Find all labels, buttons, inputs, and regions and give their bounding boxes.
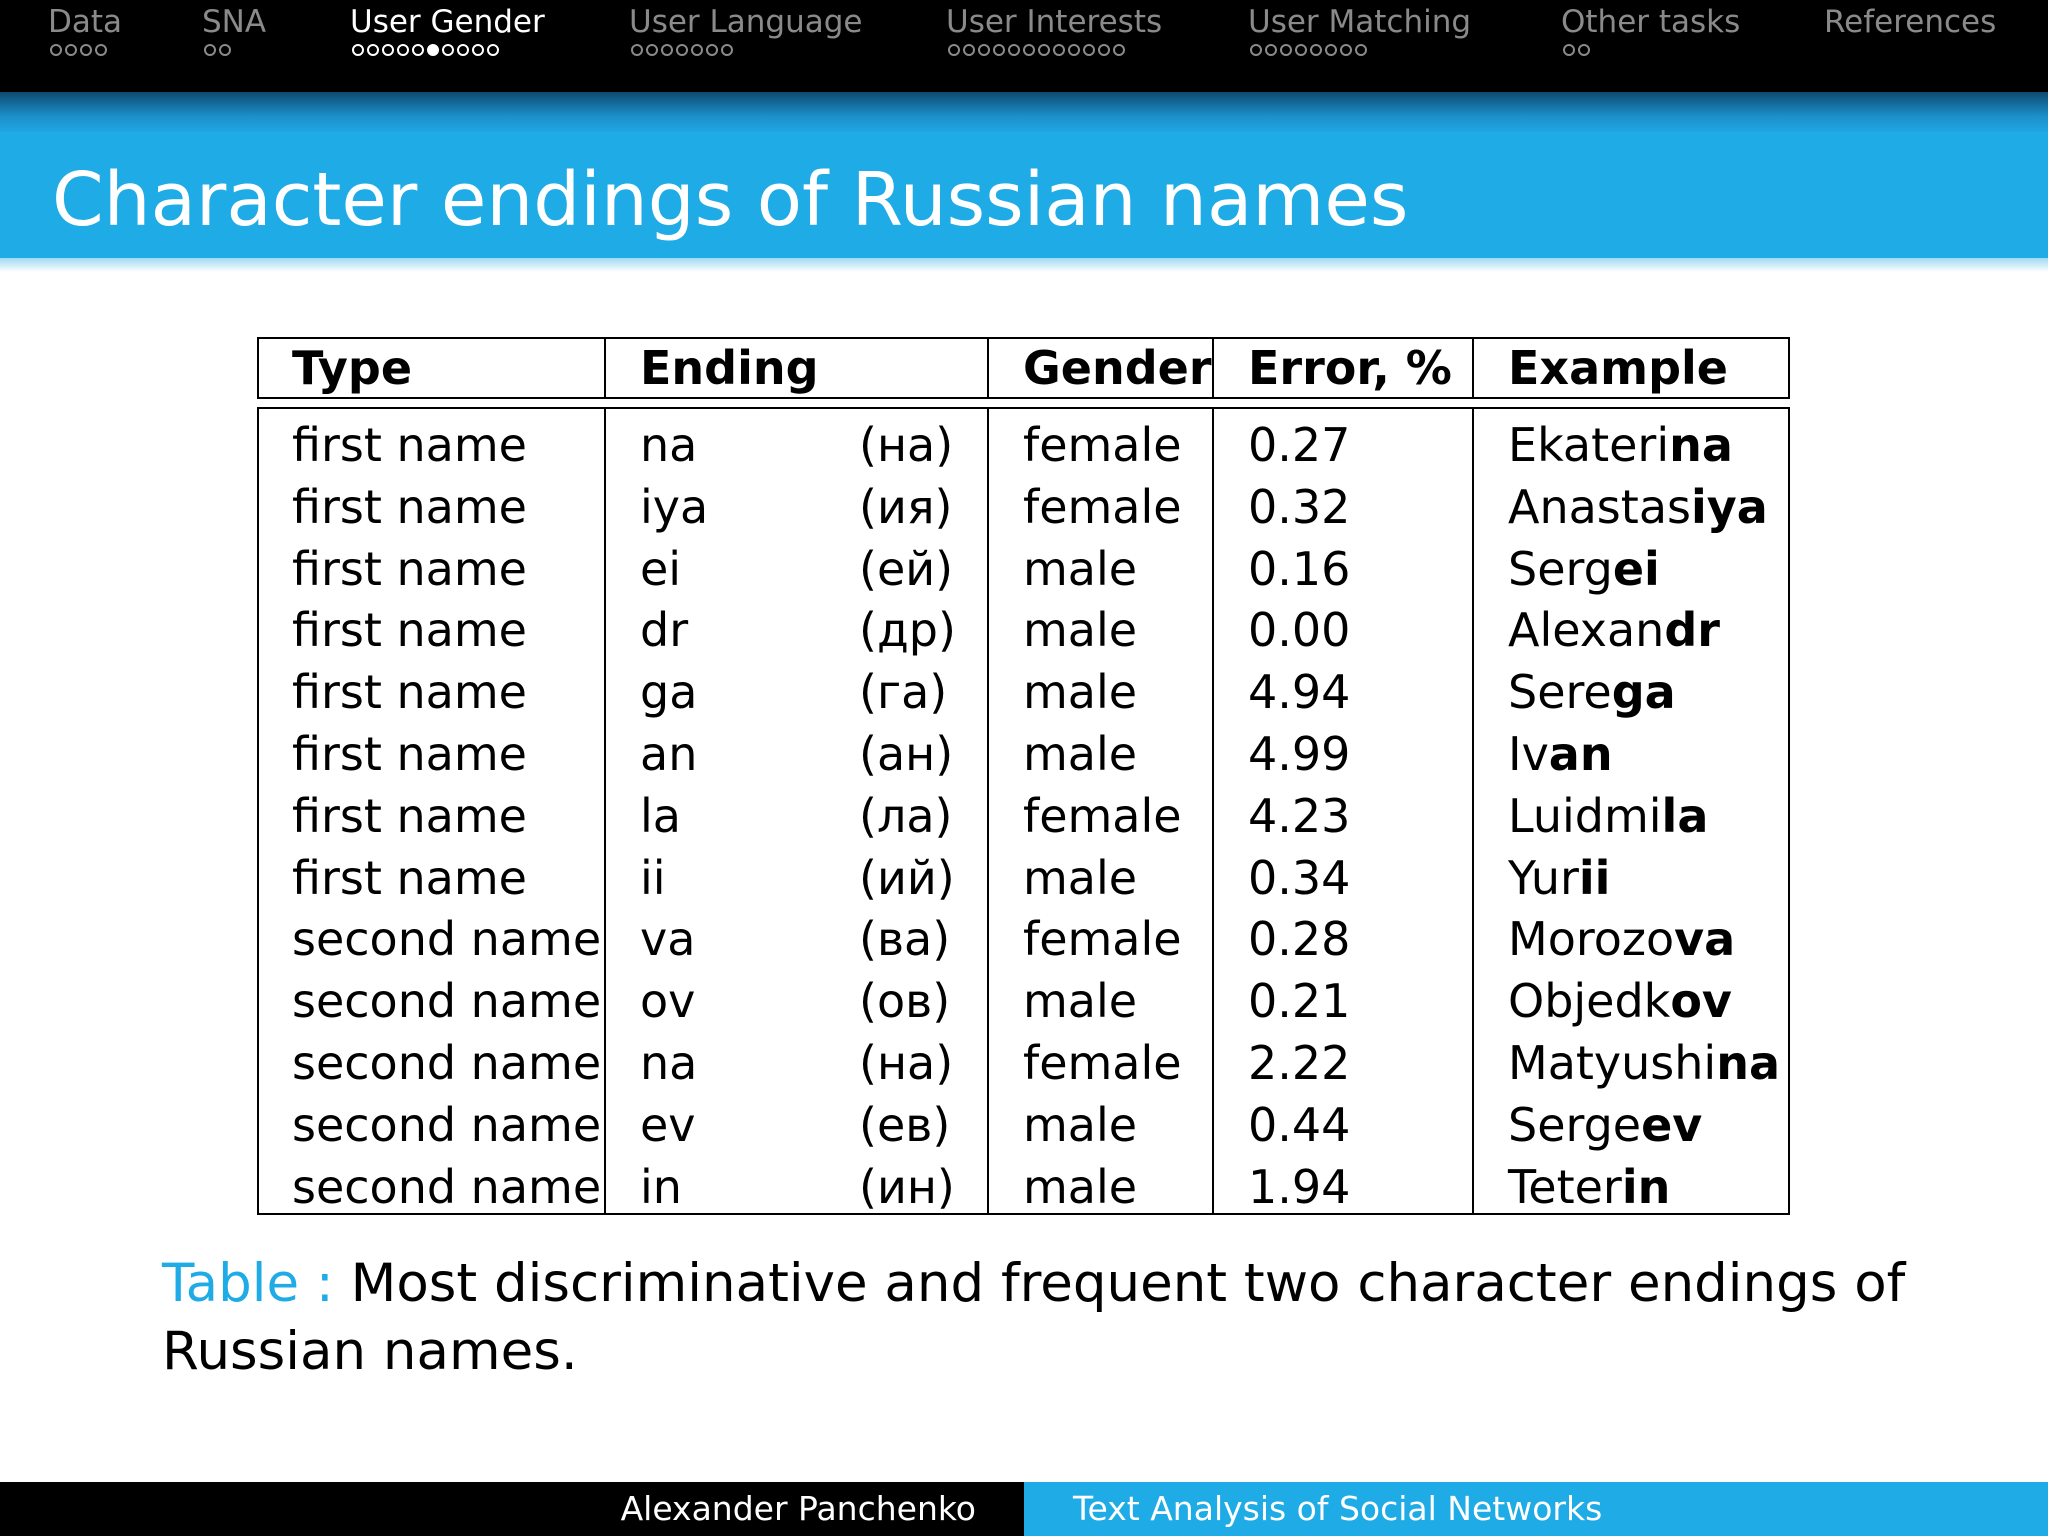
header-example: Example [1508,341,1728,395]
column-divider [604,339,606,397]
nav-dot[interactable] [1280,44,1292,56]
footer [0,1482,2048,1536]
cell-type: first name [292,541,527,596]
nav-dot[interactable] [1340,44,1352,56]
table-row [259,1033,1788,1095]
table-body [257,407,1790,1215]
example-stem: Morozo [1508,912,1675,967]
cell-error: 1.94 [1248,1159,1351,1214]
nav-dot[interactable] [978,44,990,56]
footer-title-box [1024,1482,2048,1536]
example-stem: Luidmi [1508,788,1662,843]
cell-type: second name [292,912,602,967]
nav-dot[interactable] [1578,44,1590,56]
example-ending: la [1661,788,1709,843]
nav-dot[interactable] [95,44,107,56]
cell-error: 0.28 [1248,912,1351,967]
cell-example [1508,724,1613,786]
nav-label: Other tasks [1561,4,1741,40]
cell-example [1508,415,1733,477]
cell-ending-cyrillic: (на) [859,418,954,472]
header-ending: Ending [640,341,819,395]
cell-gender: male [1023,974,1138,1029]
cell-error: 4.99 [1248,727,1351,781]
cell-gender: male [1023,603,1138,658]
nav-dot[interactable] [691,44,703,56]
cell-example [1508,848,1610,910]
cell-type: first name [292,665,527,720]
cell-example [1508,1157,1670,1219]
column-divider [1212,339,1214,397]
table-row [259,662,1788,724]
nav-dot[interactable] [382,44,394,56]
nav-dot[interactable] [427,44,439,56]
cell-ending: na [640,418,698,472]
nav-dot[interactable] [1265,44,1277,56]
nav-dots [631,44,733,56]
cell-ending-cyrillic: (ев) [859,1097,951,1152]
table-row [259,848,1788,910]
example-stem: Sere [1508,665,1612,720]
cell-example [1508,1095,1702,1157]
cell-gender: male [1023,665,1138,720]
cell-example [1508,909,1735,971]
cell-ending: na [640,1036,698,1090]
nav-dot[interactable] [80,44,92,56]
cell-ending: ei [640,541,682,596]
nav-dot[interactable] [1355,44,1367,56]
header-error: Error, % [1248,341,1452,395]
column-divider [1472,339,1474,397]
cell-ending: la [640,788,681,843]
nav-dots [948,44,1125,56]
example-ending: ev [1641,1097,1703,1152]
nav-dot[interactable] [204,44,216,56]
cell-example [1508,477,1768,539]
example-ending: va [1674,912,1736,967]
nav-dot[interactable] [721,44,733,56]
cell-gender: female [1023,1036,1182,1090]
cell-ending: in [640,1159,682,1214]
example-ending: na [1716,1036,1780,1090]
nav-section-user-interests[interactable] [946,2,1162,56]
nav-label: References [1824,4,1997,40]
nav-dot[interactable] [706,44,718,56]
footer-author: Alexander Panchenko [620,1489,976,1528]
example-stem: Matyushi [1508,1036,1717,1090]
nav-dot[interactable] [1083,44,1095,56]
nav-dots [1250,44,1367,56]
example-stem: Teter [1508,1159,1622,1214]
example-ending: na [1669,418,1733,472]
cell-gender: female [1023,788,1182,843]
table-row [259,600,1788,662]
example-ending: ov [1670,974,1732,1029]
example-stem: Iv [1508,727,1549,781]
example-ending: ii [1578,850,1611,905]
nav-label: User Interests [946,4,1163,40]
cell-ending-cyrillic: (ан) [859,727,954,781]
cell-ending: ii [640,850,666,905]
endings-table [257,337,1790,1215]
cell-ending: an [640,727,698,781]
cell-ending: ga [640,665,698,720]
nav-dot[interactable] [1310,44,1322,56]
cell-error: 4.23 [1248,788,1351,843]
cell-ending-cyrillic: (ий) [859,850,955,905]
nav-dot[interactable] [1053,44,1065,56]
cell-example [1508,662,1676,724]
cell-ending-cyrillic: (ла) [859,788,953,843]
example-ending: an [1548,727,1613,781]
nav-dot[interactable] [963,44,975,56]
title-band [0,132,2048,258]
cell-error: 0.27 [1248,418,1351,472]
table-row [259,477,1788,539]
nav-dot[interactable] [1250,44,1262,56]
cell-ending-cyrillic: (га) [859,665,948,720]
nav-dot[interactable] [65,44,77,56]
cell-example [1508,971,1732,1033]
nav-dot[interactable] [1295,44,1307,56]
cell-type: first name [292,418,527,472]
nav-dot[interactable] [676,44,688,56]
nav-dot[interactable] [50,44,62,56]
cell-ending-cyrillic: (др) [859,603,956,658]
nav-dot[interactable] [352,44,364,56]
nav-dot[interactable] [367,44,379,56]
table-row [259,909,1788,971]
cell-type: first name [292,603,527,658]
nav-dot[interactable] [487,44,499,56]
cell-error: 4.94 [1248,665,1351,720]
cell-error: 0.00 [1248,603,1351,658]
nav-dot[interactable] [1113,44,1125,56]
nav-dot[interactable] [1008,44,1020,56]
nav-label: Data [48,4,123,40]
cell-ending: ev [640,1097,696,1152]
cell-error: 0.16 [1248,541,1351,596]
table-row [259,1157,1788,1219]
cell-ending: dr [640,603,689,658]
nav-dot[interactable] [442,44,454,56]
cell-type: first name [292,788,527,843]
table-header [257,337,1790,399]
nav-section-references[interactable] [1824,2,1996,44]
cell-example [1508,539,1660,601]
nav-dot[interactable] [412,44,424,56]
nav-section-sna[interactable] [202,2,266,56]
caption-label: Table : [162,1253,334,1314]
cell-gender: male [1023,1159,1138,1214]
example-stem: Serg [1508,541,1613,596]
nav-section-user-matching[interactable] [1248,2,1471,56]
slide-title: Character endings of Russian names [52,157,1409,243]
cell-type: second name [292,1159,602,1214]
nav-dot[interactable] [1023,44,1035,56]
nav-section-user-language[interactable] [629,2,863,56]
example-ending: ga [1611,665,1676,720]
cell-gender: male [1023,541,1138,596]
example-ending: ei [1612,541,1660,596]
header-gradient [0,92,2048,132]
example-ending: dr [1664,603,1720,658]
cell-ending-cyrillic: (на) [859,1036,954,1090]
nav-dot[interactable] [993,44,1005,56]
cell-type: first name [292,479,527,534]
cell-gender: female [1023,912,1182,967]
table-row [259,786,1788,848]
nav-dot[interactable] [1098,44,1110,56]
nav-section-user-gender[interactable] [350,2,545,56]
cell-ending: iya [640,479,709,534]
nav-dot[interactable] [397,44,409,56]
cell-type: first name [292,850,527,905]
nav-dot[interactable] [646,44,658,56]
cell-example [1508,786,1708,848]
table-row [259,415,1788,477]
cell-error: 0.21 [1248,974,1351,1029]
nav-dot[interactable] [661,44,673,56]
header-type: Type [292,341,413,395]
cell-type: second name [292,974,602,1029]
nav-dots [50,44,107,56]
nav-label: User Matching [1248,4,1472,40]
cell-gender: male [1023,850,1138,905]
nav-dot[interactable] [948,44,960,56]
nav-dot[interactable] [1068,44,1080,56]
cell-gender: female [1023,479,1182,534]
cell-example [1508,600,1720,662]
nav-label: User Gender [350,4,545,40]
cell-error: 2.22 [1248,1036,1351,1090]
nav-dot[interactable] [1325,44,1337,56]
table-row [259,971,1788,1033]
header-gender: Gender [1023,341,1212,395]
example-stem: Anastas [1508,479,1691,534]
table-row [259,1095,1788,1157]
table-row [259,724,1788,786]
cell-ending-cyrillic: (ов) [859,974,951,1029]
nav-dot[interactable] [1563,44,1575,56]
section-navigation [0,0,2048,92]
nav-dot[interactable] [219,44,231,56]
example-stem: Objedk [1508,974,1671,1029]
example-stem: Ekateri [1508,418,1670,472]
nav-dots [204,44,231,56]
cell-ending-cyrillic: (ия) [859,479,953,534]
cell-ending: ov [640,974,696,1029]
example-ending: in [1621,1159,1671,1214]
footer-talk-title: Text Analysis of Social Networks [1073,1489,1603,1528]
example-stem: Yur [1508,850,1579,905]
cell-type: first name [292,727,527,781]
cell-gender: male [1023,727,1138,781]
table-caption [162,1250,1962,1386]
cell-ending-cyrillic: (ва) [859,912,951,967]
cell-ending-cyrillic: (ин) [859,1159,955,1214]
nav-dot[interactable] [457,44,469,56]
nav-dot[interactable] [1038,44,1050,56]
cell-error: 0.44 [1248,1097,1351,1152]
example-stem: Serge [1508,1097,1642,1152]
cell-gender: female [1023,418,1182,472]
footer-author-box [0,1482,1024,1536]
nav-dot[interactable] [472,44,484,56]
nav-section-other-tasks[interactable] [1561,2,1740,56]
cell-ending-cyrillic: (ей) [859,541,954,596]
nav-label: SNA [202,4,267,40]
cell-ending: va [640,912,696,967]
cell-example [1508,1033,1780,1095]
nav-section-data[interactable] [48,2,122,56]
example-ending: iya [1690,479,1768,534]
table-row [259,539,1788,601]
nav-dots [352,44,499,56]
cell-gender: male [1023,1097,1138,1152]
nav-label: User Language [629,4,863,40]
nav-dots [1563,44,1590,56]
caption-text: Most discriminative and frequent two character endings of Russian names. [162,1253,1906,1382]
column-divider [987,339,989,397]
cell-type: second name [292,1097,602,1152]
example-stem: Alexan [1508,603,1665,658]
cell-error: 0.32 [1248,479,1351,534]
cell-type: second name [292,1036,602,1090]
cell-error: 0.34 [1248,850,1351,905]
nav-dot[interactable] [631,44,643,56]
